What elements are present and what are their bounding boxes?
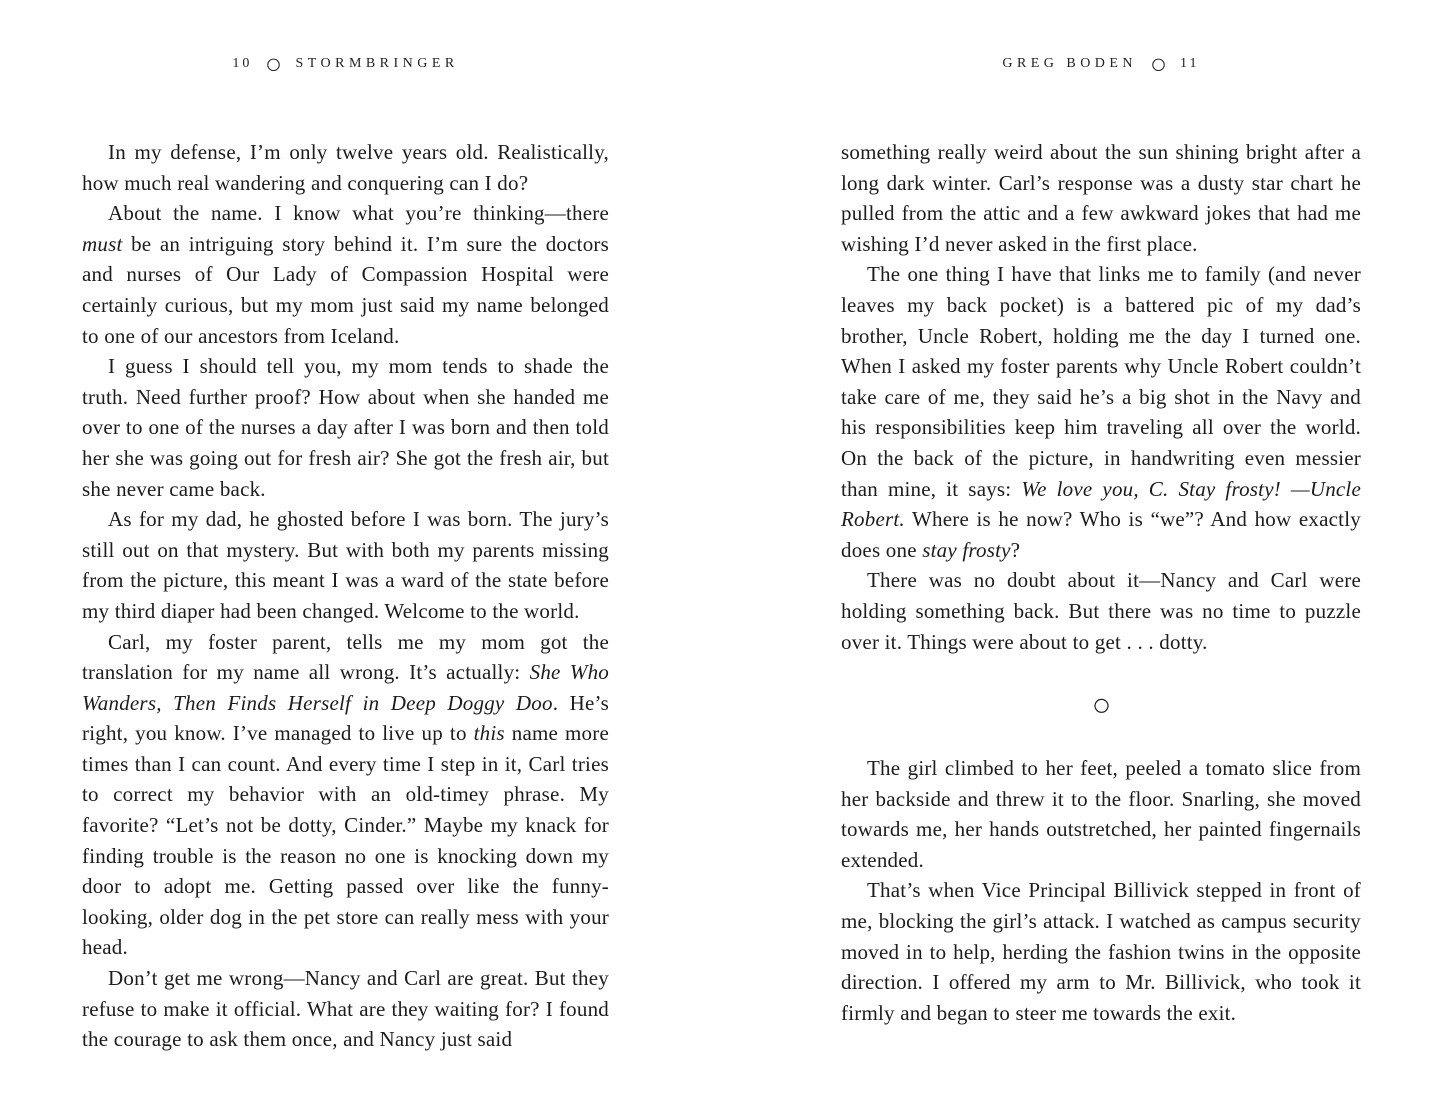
running-title: STORMBRINGER — [295, 56, 459, 71]
paragraph — [841, 137, 1361, 259]
paragraph — [82, 504, 609, 626]
text-run: As for my dad, he ghosted before I was born. The jury’s still out on that mystery. But with both my parents missing from the picture, this meant I was a ward of the state before my third diaper had been changed. Welcome to the world. — [82, 507, 609, 623]
text-run: . He’s right, you know. I’ve managed to live up to — [82, 690, 609, 746]
page-left — [82, 0, 609, 1117]
paragraph — [841, 875, 1361, 1028]
triquetra-ornament-icon — [1093, 697, 1110, 714]
italic-text-run: We love you, C. Stay frosty! —Uncle Robert. — [841, 476, 1362, 532]
paragraph — [82, 351, 609, 504]
paragraph — [82, 963, 609, 1055]
paragraph — [82, 627, 609, 964]
italic-text-run: this — [473, 721, 505, 746]
text-run: I guess I should tell you, my mom tends to shade the truth. Need further proof? How about when she handed me over to one of the nurses a day after I was born and then told her she was going out for fresh air? She got the fresh air, but she never came back. — [82, 354, 609, 501]
left-page-number: 10 — [232, 56, 253, 71]
text-run: Carl, my foster parent, tells me my mom got the translation for my name all wrong. It’s actually: — [82, 629, 609, 685]
italic-text-run: must — [82, 231, 123, 256]
text-run: The girl climbed to her feet, peeled a tomato slice from her backside and threw it to the floor. Snarling, she moved towards me, her hands outstretched, her painted fingernails extended. — [841, 756, 1361, 872]
paragraph — [82, 137, 609, 198]
section-break — [841, 657, 1361, 753]
section-after-break — [841, 753, 1361, 1028]
page-right — [841, 0, 1361, 1117]
section-before-break — [841, 137, 1361, 657]
paragraph — [841, 259, 1361, 565]
text-run: name more times than I can count. And every time I step in it, Carl tries to correct my behavior with an old-timey phrase. My favorite? “Let’s not be dotty, Cinder.” Maybe my knack for finding trouble is the reason no one is knocking down my door to adopt me. Getting passed over like the funny-looking, older dog in the pet store can really mess with your head. — [82, 721, 609, 960]
paragraph — [82, 198, 609, 351]
text-run: something really weird about the sun shining bright after a long dark winter. Carl’s response was a dusty star chart he pulled from the attic and a few awkward jokes that had me wishing I’d never asked in the first place. — [841, 140, 1361, 256]
text-run: ? — [1010, 537, 1021, 562]
triquetra-ornament-icon — [1151, 57, 1166, 72]
italic-text-run: stay frosty — [922, 537, 1011, 562]
left-running-header — [82, 56, 609, 72]
right-page-number: 11 — [1180, 56, 1200, 71]
text-run: In my defense, I’m only twelve years old. Realistically, how much real wandering and conquering can I do? — [82, 140, 609, 195]
text-run: About the name. I know what you’re thinking—there — [108, 201, 609, 226]
text-run: Where is he now? Who is “we”? And how exactly does one — [841, 507, 1361, 562]
paragraph — [841, 753, 1361, 875]
right-running-header — [841, 56, 1361, 72]
left-text-column — [82, 137, 609, 1055]
author-name: GREG BODEN — [1002, 56, 1137, 71]
triquetra-ornament-icon — [266, 57, 281, 72]
right-text-column — [841, 137, 1361, 1028]
text-run: be an intriguing story behind it. I’m sure the doctors and nurses of Our Lady of Compassion Hospital were certainly curious, but my mom just said my name belonged to one of our ancestors from Iceland. — [82, 231, 609, 348]
text-run: Don’t get me wrong—Nancy and Carl are great. But they refuse to make it official. What are they waiting for? I found the courage to ask them once, and Nancy just said — [82, 966, 609, 1052]
text-run: The one thing I have that links me to family (and never leaves my back pocket) is a battered pic of my dad’s brother, Uncle Robert, holding me the day I turned one. When I asked my foster parents why Uncle Robert couldn’t take care of me, they said he’s a big shot in the Navy and his responsibilities keep him traveling all over the world. On the back of the picture, in handwriting even messier than mine, it says: — [841, 262, 1361, 501]
text-run: There was no doubt about it—Nancy and Carl were holding something back. But there was no time to puzzle over it. Things were about to get . . . dotty. — [841, 568, 1361, 654]
italic-text-run: She Who Wanders, Then Finds Herself in Deep Doggy Doo — [82, 660, 609, 715]
paragraph — [841, 565, 1361, 657]
text-run: That’s when Vice Principal Billivick stepped in front of me, blocking the girl’s attack. I watched as campus security moved in to help, herding the fashion twins in the opposite direction. I offered my arm to Mr. Billivick, who took it firmly and began to steer me towards the exit. — [841, 878, 1361, 1025]
